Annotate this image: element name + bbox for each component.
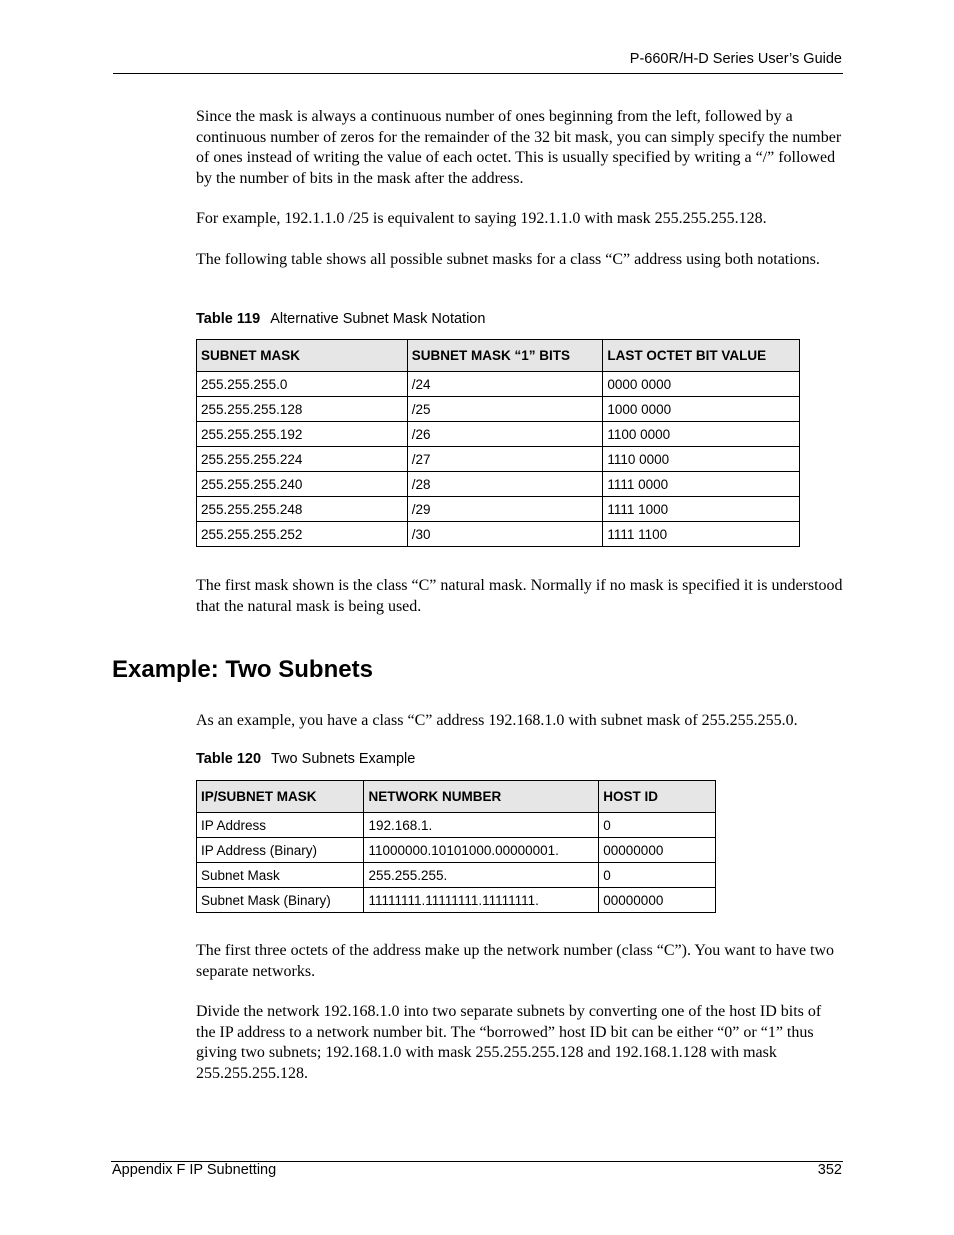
table-row <box>197 397 800 422</box>
table-cell: 1110 0000 <box>603 447 800 472</box>
table-cell: 0 <box>599 813 716 838</box>
table-cell: /29 <box>407 497 603 522</box>
table-cell: 255.255.255.224 <box>197 447 408 472</box>
table-119 <box>196 339 800 547</box>
table-header-row <box>197 340 800 372</box>
table-row <box>197 838 716 863</box>
paragraph-divide-network: Divide the network 192.168.1.0 into two separate subnets by converting one of the host ID bits of the IP address to a network number bit. The “borrowed” host ID bit can be either “0” or “1” thus giving two subnets; 192.168.1.0 with mask 255.255.255.128 and 192.168.1.128 with mask 255.255.255.128. <box>196 1003 822 1082</box>
table-cell: 00000000 <box>599 838 716 863</box>
column-header: HOST ID <box>599 781 716 813</box>
table-119-title: Alternative Subnet Mask Notation <box>270 311 486 327</box>
table-cell: 0000 0000 <box>603 372 800 397</box>
table-row <box>197 522 800 547</box>
table-120-caption <box>196 751 415 767</box>
paragraph-table-intro: The following table shows all possible subnet masks for a class “C” address using both notations. <box>196 251 820 268</box>
table-cell: 1000 0000 <box>603 397 800 422</box>
header-rule <box>113 73 843 74</box>
table-120-title: Two Subnets Example <box>271 751 416 767</box>
table-cell: 255.255.255.128 <box>197 397 408 422</box>
table-row <box>197 447 800 472</box>
table-cell: 255.255.255.240 <box>197 472 408 497</box>
column-header: IP/SUBNET MASK <box>197 781 364 813</box>
table-row <box>197 372 800 397</box>
table-cell: Subnet Mask (Binary) <box>197 888 364 913</box>
page-number: 352 <box>817 1162 842 1178</box>
table-cell: 11000000.10101000.00000001. <box>364 838 599 863</box>
table-cell: 255.255.255.192 <box>197 422 408 447</box>
table-cell: 255.255.255.248 <box>197 497 408 522</box>
table-row <box>197 863 716 888</box>
table-cell: 255.255.255.0 <box>197 372 408 397</box>
table-row <box>197 888 716 913</box>
footer-chapter: Appendix F IP Subnetting <box>112 1162 277 1178</box>
table-row <box>197 813 716 838</box>
table-cell: 192.168.1. <box>364 813 599 838</box>
paragraph-mask-notation: Since the mask is always a continuous number of ones beginning from the left, followed by a continuous number of zeros for the remainder of the 32 bit mask, you can simply specify the number of ones instead of writing the value of each octet. This is usually specified by writing a “/” followed by the number of bits in the mask after the address. <box>196 108 842 187</box>
table-cell: 1111 1100 <box>603 522 800 547</box>
paragraph-example: For example, 192.1.1.0 /25 is equivalent to saying 192.1.1.0 with mask 255.255.255.128. <box>196 210 767 227</box>
table-120-label: Table 120 <box>196 751 262 767</box>
table-cell: Subnet Mask <box>197 863 364 888</box>
paragraph-natural-mask: The first mask shown is the class “C” natural mask. Normally if no mask is specified it is understood that the natural mask is being used. <box>196 577 843 615</box>
table-header-row <box>197 781 716 813</box>
table-row <box>197 497 800 522</box>
table-cell: 00000000 <box>599 888 716 913</box>
table-cell: /26 <box>407 422 603 447</box>
table-cell: /30 <box>407 522 603 547</box>
table-cell: 255.255.255. <box>364 863 599 888</box>
paragraph-network-number: The first three octets of the address make up the network number (class “C”). You want to have two separate networks. <box>196 942 835 980</box>
table-cell: IP Address (Binary) <box>197 838 364 863</box>
paragraph-example-address: As an example, you have a class “C” address 192.168.1.0 with subnet mask of 255.255.255.0. <box>196 712 798 729</box>
table-cell: IP Address <box>197 813 364 838</box>
table-cell: 1111 1000 <box>603 497 800 522</box>
table-119-caption <box>196 311 485 327</box>
table-cell: /25 <box>407 397 603 422</box>
table-cell: 0 <box>599 863 716 888</box>
table-row <box>197 472 800 497</box>
table-cell: /27 <box>407 447 603 472</box>
running-header-title: P-660R/H-D Series User’s Guide <box>629 51 842 67</box>
section-heading: Example: Two Subnets <box>112 656 373 683</box>
column-header: SUBNET MASK “1” BITS <box>407 340 603 372</box>
table-cell: /28 <box>407 472 603 497</box>
table-row <box>197 422 800 447</box>
table-cell: 1100 0000 <box>603 422 800 447</box>
column-header: LAST OCTET BIT VALUE <box>603 340 800 372</box>
table-119-label: Table 119 <box>196 311 261 327</box>
table-cell: 1111 0000 <box>603 472 800 497</box>
column-header: NETWORK NUMBER <box>364 781 599 813</box>
table-120 <box>196 780 716 913</box>
table-cell: /24 <box>407 372 603 397</box>
table-cell: 255.255.255.252 <box>197 522 408 547</box>
table-cell: 11111111.11111111.11111111. <box>364 888 599 913</box>
column-header: SUBNET MASK <box>197 340 408 372</box>
